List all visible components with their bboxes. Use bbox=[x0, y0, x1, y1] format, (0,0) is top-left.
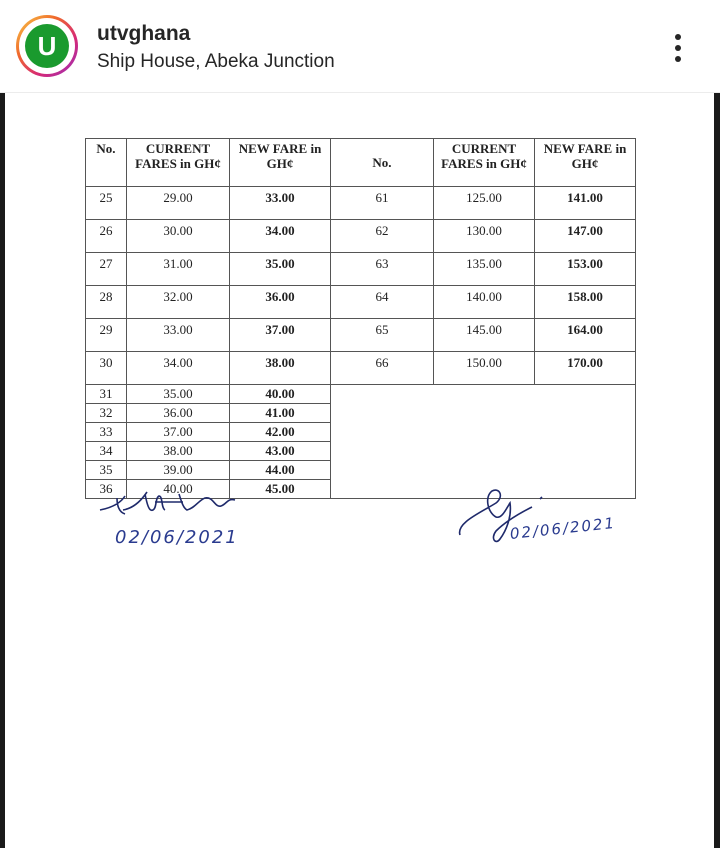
cell-current: 36.00 bbox=[127, 404, 230, 423]
post-header bbox=[0, 0, 720, 93]
more-vertical-icon bbox=[675, 34, 681, 40]
table-row bbox=[86, 385, 636, 404]
signature-left-date: 02/06/2021 bbox=[115, 527, 239, 548]
table-row bbox=[86, 319, 636, 352]
signature-right bbox=[450, 473, 620, 543]
cell-no: 33 bbox=[86, 423, 127, 442]
cell-no: 62 bbox=[331, 220, 434, 253]
cell-no: 36 bbox=[86, 480, 127, 499]
header-new: NEW FARE in GH¢ bbox=[230, 139, 331, 187]
cell-new: 164.00 bbox=[535, 319, 636, 352]
fare-table bbox=[85, 138, 636, 499]
cell-new: 36.00 bbox=[230, 286, 331, 319]
cell-no: 30 bbox=[86, 352, 127, 385]
cell-no: 64 bbox=[331, 286, 434, 319]
utv-logo-icon bbox=[25, 24, 69, 68]
avatar-inner bbox=[19, 18, 75, 74]
cell-new: 158.00 bbox=[535, 286, 636, 319]
cell-no: 35 bbox=[86, 461, 127, 480]
cell-current: 135.00 bbox=[434, 253, 535, 286]
cell-no: 66 bbox=[331, 352, 434, 385]
cell-new: 153.00 bbox=[535, 253, 636, 286]
cell-no: 65 bbox=[331, 319, 434, 352]
cell-current: 32.00 bbox=[127, 286, 230, 319]
cell-new: 41.00 bbox=[230, 404, 331, 423]
more-vertical-icon-dot bbox=[675, 56, 681, 62]
cell-new: 141.00 bbox=[535, 187, 636, 220]
cell-no: 32 bbox=[86, 404, 127, 423]
header-no: No. bbox=[86, 139, 127, 187]
cell-current: 37.00 bbox=[127, 423, 230, 442]
cell-new: 33.00 bbox=[230, 187, 331, 220]
signature-scribble-left-icon bbox=[95, 488, 255, 524]
cell-no: 27 bbox=[86, 253, 127, 286]
cell-no: 28 bbox=[86, 286, 127, 319]
table-row bbox=[86, 187, 636, 220]
more-options-button[interactable] bbox=[664, 30, 692, 66]
header-current: CURRENT FARES in GH¢ bbox=[127, 139, 230, 187]
signature-right-date: 02/06/2021 bbox=[509, 513, 617, 543]
cell-new: 35.00 bbox=[230, 253, 331, 286]
location[interactable]: Ship House, Abeka Junction bbox=[97, 51, 335, 72]
cell-current: 145.00 bbox=[434, 319, 535, 352]
signature-left bbox=[95, 488, 255, 548]
cell-no: 63 bbox=[331, 253, 434, 286]
table-row bbox=[86, 286, 636, 319]
fare-document bbox=[5, 93, 714, 848]
cell-no: 26 bbox=[86, 220, 127, 253]
cell-no: 31 bbox=[86, 385, 127, 404]
cell-no: 29 bbox=[86, 319, 127, 352]
cell-no: 25 bbox=[86, 187, 127, 220]
cell-current: 150.00 bbox=[434, 352, 535, 385]
cell-current: 140.00 bbox=[434, 286, 535, 319]
cell-new: 42.00 bbox=[230, 423, 331, 442]
header-new-2: NEW FARE in GH¢ bbox=[535, 139, 636, 187]
cell-new: 38.00 bbox=[230, 352, 331, 385]
cell-no: 61 bbox=[331, 187, 434, 220]
cell-new: 34.00 bbox=[230, 220, 331, 253]
cell-no: 34 bbox=[86, 442, 127, 461]
more-vertical-icon-dot bbox=[675, 45, 681, 51]
cell-current: 35.00 bbox=[127, 385, 230, 404]
logo-letter: U bbox=[37, 31, 57, 61]
cell-current: 34.00 bbox=[127, 352, 230, 385]
cell-new: 37.00 bbox=[230, 319, 331, 352]
cell-current: 33.00 bbox=[127, 319, 230, 352]
cell-current: 130.00 bbox=[434, 220, 535, 253]
cell-current: 38.00 bbox=[127, 442, 230, 461]
cell-current: 29.00 bbox=[127, 187, 230, 220]
cell-new: 170.00 bbox=[535, 352, 636, 385]
header-no-2: No. bbox=[331, 139, 434, 187]
table-row bbox=[86, 220, 636, 253]
cell-new: 147.00 bbox=[535, 220, 636, 253]
cell-current: 125.00 bbox=[434, 187, 535, 220]
cell-current: 39.00 bbox=[127, 461, 230, 480]
header-current-2: CURRENT FARES in GH¢ bbox=[434, 139, 535, 187]
cell-current: 40.00 bbox=[127, 480, 230, 499]
cell-current: 31.00 bbox=[127, 253, 230, 286]
table-row bbox=[86, 352, 636, 385]
table-row bbox=[86, 253, 636, 286]
cell-current: 30.00 bbox=[127, 220, 230, 253]
cell-new: 40.00 bbox=[230, 385, 331, 404]
cell-new: 44.00 bbox=[230, 461, 331, 480]
username[interactable]: utvghana bbox=[97, 22, 191, 45]
avatar[interactable] bbox=[16, 15, 78, 77]
cell-new: 43.00 bbox=[230, 442, 331, 461]
cell-new: 45.00 bbox=[230, 480, 331, 499]
post-image[interactable] bbox=[0, 93, 720, 848]
